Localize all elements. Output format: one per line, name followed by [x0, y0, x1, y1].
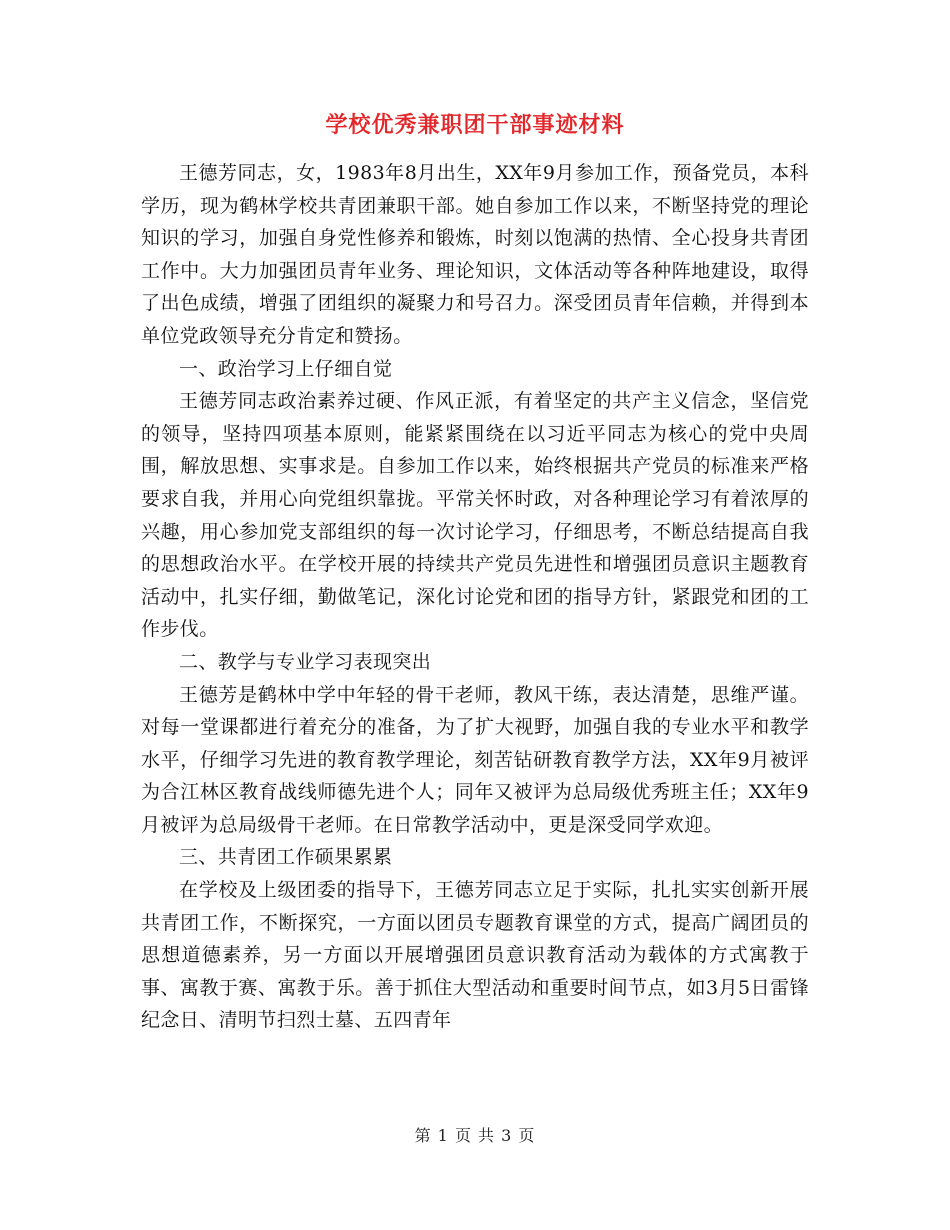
paragraph-intro: 王德芳同志，女，1983年8月出生，XX年9月参加工作，预备党员，本科学历，现为鹤林学校共青团兼职干部。她自参加工作以来，不断坚持党的理论知识的学习，加强自身党性修养和锻炼，时刻以饱满的热情、全心投身共青团工作中。大力加强团员青年业务、理论知识，文体活动等各种阵地建设，取得了出色成绩，增强了团组织的凝聚力和号召力。深受团员青年信赖，并得到本单位党政领导充分肯定和赞扬。	[141, 162, 809, 347]
section-heading-1: 一、政治学习上仔细自觉	[179, 357, 393, 380]
section-heading-2: 二、教学与专业学习表现突出	[179, 650, 432, 673]
paragraph-section-1: 王德芳同志政治素养过硬、作风正派，有着坚定的共产主义信念，坚信党的领导，坚持四项基本原则，能紧紧围绕在以习近平同志为核心的党中央周围，解放思想、实事求是。自参加工作以来，始终根据共产党员的标准来严格要求自我，并用心向党组织靠拢。平常关怀时政，对各种理论学习有着浓厚的兴趣，用心参加党支部组织的每一次讨论学习，仔细思考，不断总结提高自我的思想政治水平。在学校开展的持续共产党员先进性和增强团员意识主题教育活动中，扎实仔细，勤做笔记，深化讨论党和团的指导方针，紧跟党和团的工作步伐。	[141, 390, 809, 641]
section-heading-3: 三、共青团工作硕果累累	[179, 846, 393, 869]
document-title: 学校优秀兼职团干部事迹材料	[325, 112, 625, 138]
paragraph-section-2: 王德芳是鹤林中学中年轻的骨干老师，教风干练，表达清楚，思维严谨。对每一堂课都进行着充分的准备，为了扩大视野，加强自我的专业水平和教学水平，仔细学习先进的教育教学理论，刻苦钻研教育教学方法，XX年9月被评为合江林区教育战线师德先进个人；同年又被评为总局级优秀班主任；XX年9月被评为总局级骨干老师。在日常教学活动中，更是深受同学欢迎。	[141, 683, 809, 836]
document-body	[141, 157, 809, 1037]
page-footer: 第 1 页 共 3 页	[414, 1126, 536, 1145]
paragraph-section-3: 在学校及上级团委的指导下，王德芳同志立足于实际，扎扎实实创新开展共青团工作，不断探究，一方面以团员专题教育课堂的方式，提高广阔团员的思想道德素养，另一方面以开展增强团员意识教育活动为载体的方式寓教于事、寓教于赛、寓教于乐。善于抓住大型活动和重要时间节点，如3月5日雷锋纪念日、清明节扫烈士墓、五四青年	[141, 879, 809, 1032]
